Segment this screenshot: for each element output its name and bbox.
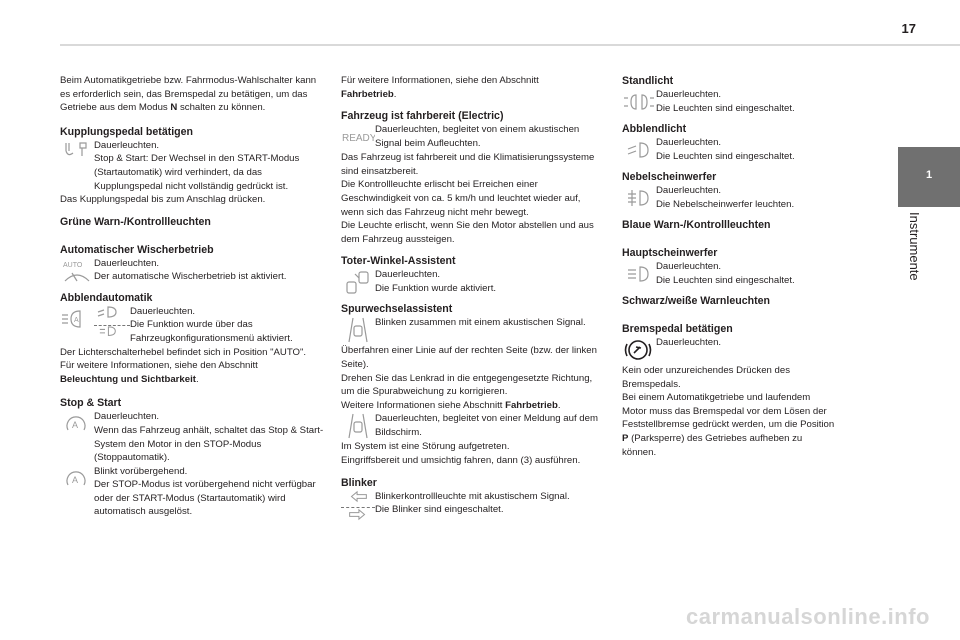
- sw-ref-text: Weitere Informationen siehe Abschnitt: [341, 399, 503, 411]
- lane-departure-fault-icon: [341, 412, 375, 440]
- main-beam-icon: [622, 260, 656, 288]
- page-number: 17: [901, 21, 916, 36]
- heading-ready: Fahrzeug ist fahrbereit (Electric): [341, 110, 504, 123]
- svg-text:READY: READY: [342, 133, 375, 145]
- ab-text-1: Dauerleuchten.: [656, 137, 722, 148]
- heading-stop-start: Stop & Start: [60, 397, 122, 410]
- heading-kupplung: Kupplungspedal betätigen: [60, 125, 194, 138]
- brake-entry: [622, 336, 837, 364]
- ready-text-2: Das Fahrzeug ist fahrbereit und die Klimatisierungssysteme sind einsatzbereit.: [341, 152, 595, 177]
- heading-side-lights: Standlicht: [622, 75, 674, 87]
- bl-text-2: Die Blinker sind eingeschaltet.: [375, 504, 504, 516]
- col2-intro: Für weitere Informationen, siehe den Abschnitt Fahrbetrieb.: [341, 75, 539, 100]
- heading-indicator: Blinker: [341, 476, 377, 489]
- chapter-tab[interactable]: 1: [898, 147, 960, 207]
- front-fog-icon: [622, 184, 656, 212]
- sw-text-6: Im System ist eine Störung aufgetreten.: [341, 441, 510, 453]
- heading-abblend: Abblendautomatik: [60, 291, 153, 304]
- kupplung-text-2: Stop & Start: Der Wechsel in den START-Modus (Startautomatik) wird verhindert, da das Kupplungspedal nicht vollständig gedrückt ist.: [94, 153, 300, 192]
- lane-entry-2: [341, 412, 606, 440]
- heading-lane: Spurwechselassistent: [341, 303, 453, 316]
- column-2: [341, 74, 606, 518]
- bp-text-3b: P: [622, 432, 629, 444]
- heading-auto-wiper: Automatischer Wischerbetrieb: [60, 243, 214, 256]
- stop-text-2: Wenn das Fahrzeug anhält, schaltet das Stop & Start-System den Motor in den STOP-Modus (Stoppautomatik).: [94, 424, 324, 464]
- stop-text-4: Der STOP-Modus ist vorübergehend nicht verfügbar oder der START-Modus (Startautomatik) wird automatisch ausgelöst.: [94, 479, 316, 518]
- svg-text:A: A: [72, 474, 79, 485]
- abblend-text-1: Dauerleuchten.: [130, 305, 196, 317]
- stop-text-1: Dauerleuchten.: [94, 411, 160, 423]
- abblend-text-4: Für weitere Informationen, siehe den Abschnitt Beleuchtung und Sichtbarkeit.: [60, 360, 258, 385]
- fog-entry: [622, 184, 837, 212]
- abblend-text-2: Die Funktion wurde über das Fahrzeugkonfigurationsmenü aktiviert.: [130, 319, 293, 344]
- auto-text-2: Der automatische Wischerbetrieb ist aktiviert.: [94, 271, 287, 283]
- stop-start-blink-icon: [60, 465, 94, 493]
- col2-intro-link[interactable]: Fahrbetrieb: [341, 88, 394, 100]
- stop-start-icon: [60, 410, 94, 438]
- indicator-entry: [341, 490, 606, 518]
- sw-text-7: Eingriffsbereit und umsichtig fahren, dann (3) ausführen.: [341, 454, 581, 466]
- kupplung-entry: [60, 139, 325, 193]
- blind-spot-icon: [341, 268, 375, 296]
- lane-departure-icon: [341, 316, 375, 344]
- chapter-title-text: Instrumente: [907, 212, 922, 281]
- auto-text-1: Dauerleuchten.: [94, 257, 160, 269]
- kupplung-text-3: Das Kupplungspedal bis zum Anschlag drücken.: [60, 194, 266, 206]
- heading-gruen: Grüne Warn-/Kontrollleuchten: [60, 215, 211, 228]
- sw-text-1: Blinken zusammen mit einem akustischen Signal.: [375, 317, 586, 329]
- ab-text-2: Die Leuchten sind eingeschaltet.: [656, 150, 795, 162]
- mode-n: N: [170, 102, 178, 114]
- hs-text-1: Dauerleuchten.: [656, 261, 722, 272]
- st-text-2: Die Leuchten sind eingeschaltet.: [656, 102, 795, 114]
- heading-low-beam: Abblendlicht: [622, 123, 687, 135]
- ready-text-4: Die Leuchte erlischt, wenn Sie den Motor abstellen und aus dem Fahrzeug aussteigen.: [341, 220, 594, 245]
- stop-start-entry-1: [60, 410, 325, 464]
- abblend-ref-text: Für weitere Informationen, siehe den Abschnitt: [60, 360, 258, 372]
- ready-text-1: Dauerleuchten, begleitet von einem akustischen Signal beim Aufleuchten.: [375, 124, 580, 149]
- column-3: [622, 74, 837, 459]
- ne-text-2: Die Nebelscheinwerfer leuchten.: [656, 198, 795, 210]
- auto-headlight-icon: [60, 305, 94, 333]
- heading-fog: Nebelscheinwerfer: [622, 171, 717, 183]
- col2-intro-text: Für weitere Informationen, siehe den Abschnitt: [341, 75, 539, 86]
- tw-text-2: Die Funktion wurde aktiviert.: [375, 282, 497, 294]
- bp-text-3c: (Parksperre) des Getriebes aufheben zu können.: [622, 432, 803, 458]
- stop-text-3: Blinkt vorübergehend.: [94, 465, 188, 477]
- abblend-text-3: Der Lichterschalterhebel befindet sich in Position "AUTO".: [60, 346, 307, 358]
- side-lights-icon: [622, 88, 656, 116]
- column-1: [60, 74, 325, 519]
- sw-ref-link[interactable]: Fahrbetrieb: [505, 399, 558, 411]
- sw-text-4: Weitere Informationen siehe Abschnitt Fahrbetrieb.: [341, 399, 561, 411]
- high-beam-entry: [622, 260, 837, 288]
- heading-blue: Blaue Warn-/Kontrollleuchten: [622, 219, 771, 231]
- chapter-title: [905, 212, 925, 292]
- sw-text-3: Drehen Sie das Lenkrad in die entgegengesetzte Richtung, um die Spurabweichung zu korrigieren.: [341, 372, 593, 398]
- ready-text-3: Die Kontrollleuchte erlischt bei Erreichen einer Geschwindigkeit von ca. 5 km/h und leuchtet wieder auf, wenn sich das Fahrzeug nicht mehr bewegt.: [341, 179, 581, 218]
- hs-text-2: Die Leuchten sind eingeschaltet.: [656, 274, 795, 286]
- heading-blind-spot: Toter-Winkel-Assistent: [341, 255, 456, 268]
- abblend-entry: [60, 305, 325, 346]
- auto-wiper-icon: [60, 257, 94, 285]
- bp-text-3: [622, 391, 837, 459]
- intro-paragraph: Beim Automatikgetriebe bzw. Fahrmodus-Wahlschalter kann es erforderlich sein, das Bremspedal zu betätigen, um das Getriebe aus dem Modus N schalten zu können.: [60, 75, 317, 114]
- auto-wiper-entry: [60, 257, 325, 285]
- svg-text:AUTO: AUTO: [63, 261, 83, 269]
- sw-text-5: Dauerleuchten, begleitet von einer Meldung auf dem Bildschirm.: [375, 413, 598, 438]
- low-beam-icon: [94, 305, 130, 333]
- bp-text-1: Dauerleuchten.: [656, 337, 722, 348]
- heading-brake: Bremspedal betätigen: [622, 323, 733, 335]
- svg-text:A: A: [72, 420, 79, 431]
- sw-text-2: Überfahren einer Linie auf der rechten Seite (bzw. der linken Seite).: [341, 345, 597, 370]
- bp-text-3a: Bei einem Automatikgetriebe und laufendem Motor muss das Bremspedal vor dem Lösen der Feststellbremse gedrückt werden, um die Position: [622, 392, 835, 431]
- clutch-pedal-icon: [60, 139, 94, 167]
- abblend-ref-link[interactable]: Beleuchtung und Sichtbarkeit: [60, 373, 196, 385]
- st-text-1: Dauerleuchten.: [656, 89, 722, 100]
- bp-text-2: Kein oder unzureichendes Drücken des Bremspedals.: [622, 365, 790, 390]
- lane-entry-1: [341, 316, 606, 344]
- header-rule: [60, 44, 960, 46]
- dipped-beam-icon: [622, 136, 656, 164]
- brake-pedal-icon: [622, 336, 656, 364]
- heading-bw: Schwarz/weiße Warnleuchten: [622, 295, 770, 307]
- low-beam-entry: [622, 136, 837, 164]
- blind-spot-entry: [341, 268, 606, 296]
- ready-entry: [341, 123, 606, 151]
- heading-high-beam: Hauptscheinwerfer: [622, 247, 718, 259]
- ready-icon: [341, 123, 375, 151]
- tw-text-1: Dauerleuchten.: [375, 269, 441, 281]
- bl-text-1: Blinkerkontrollleuchte mit akustischem Signal.: [375, 490, 570, 502]
- kupplung-text-1: Dauerleuchten.: [94, 139, 160, 151]
- side-lights-entry: [622, 88, 837, 116]
- watermark: carmanualsonline.info: [686, 604, 930, 629]
- stop-start-entry-2: [60, 465, 325, 519]
- ne-text-1: Dauerleuchten.: [656, 185, 722, 196]
- turn-signal-icon: [341, 490, 375, 518]
- svg-text:A: A: [74, 316, 79, 324]
